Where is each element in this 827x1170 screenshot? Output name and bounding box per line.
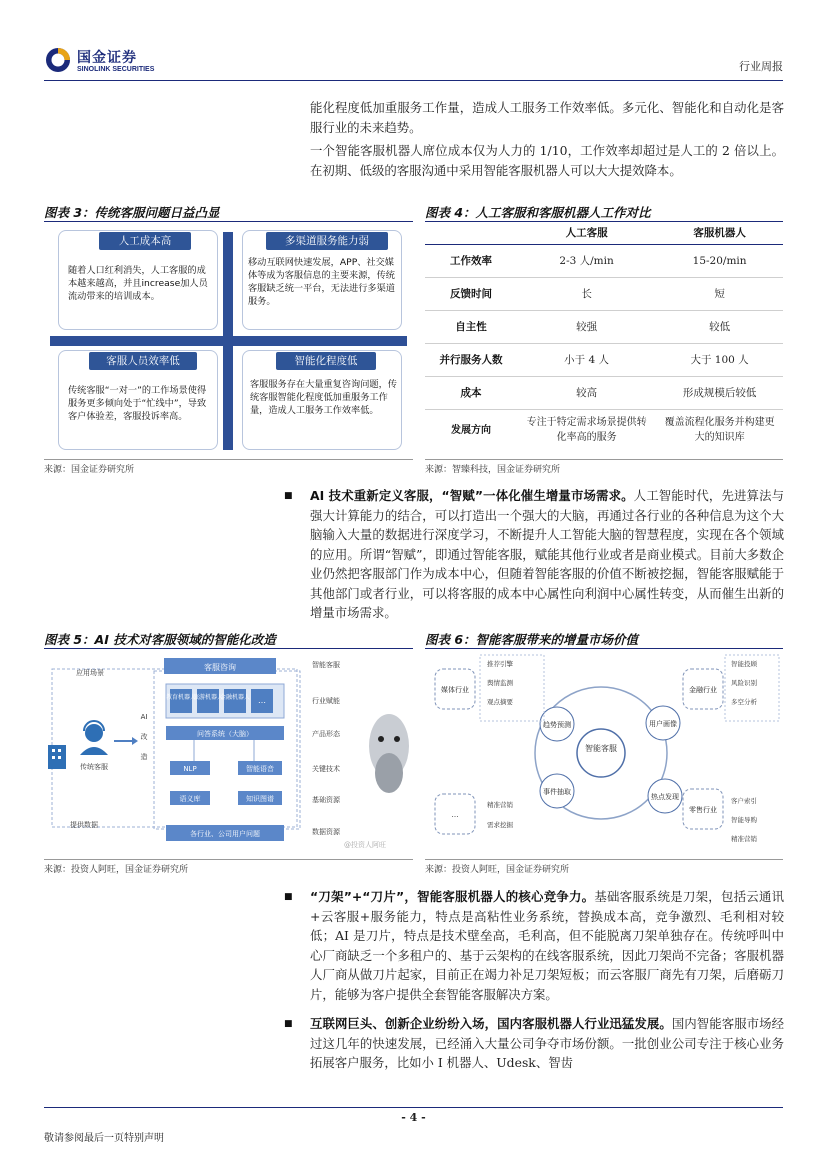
fig5-right-label: 数据资源 bbox=[312, 828, 340, 836]
fig6-node-event bbox=[540, 774, 574, 808]
fig5-source: 来源：投资人阿旺，国金证券研究所 bbox=[44, 859, 413, 873]
fig5-right-label: 行业赋能 bbox=[312, 697, 340, 705]
paragraph-knife-lead: “刀架”+“刀片”，智能客服机器人的核心竞争力。 bbox=[310, 889, 595, 904]
fig6-retail-item: 客户索引 bbox=[731, 797, 757, 805]
footer-divider bbox=[44, 1107, 783, 1108]
fig6-other: … bbox=[451, 811, 459, 819]
fig5-right-label: 基础资源 bbox=[312, 796, 340, 804]
building-icon bbox=[48, 745, 66, 769]
fig6-finance-item: 多空分析 bbox=[731, 698, 757, 706]
fig5-ai-label: 造 bbox=[140, 753, 148, 761]
row-header: 成本 bbox=[425, 376, 517, 409]
fig6-title: 图表 6：智能客服带来的增量市场价值 bbox=[425, 627, 783, 649]
fig6-diagram bbox=[425, 651, 783, 856]
quadrant-label-cost: 人工成本高 bbox=[99, 232, 191, 250]
fig5-right-label: 关键技术 bbox=[312, 765, 340, 773]
fig6-media: 媒体行业 bbox=[441, 686, 469, 694]
page-number: - 4 - bbox=[401, 1111, 426, 1124]
svg-text:热点发现: 热点发现 bbox=[651, 793, 679, 801]
fig5-left-label: 传统客服 bbox=[80, 763, 108, 771]
logo-en: SINOLINK SECURITIES bbox=[77, 66, 155, 73]
fig6-finance-item: 智能投顾 bbox=[731, 660, 757, 668]
fig6-other-item: 精准营销 bbox=[487, 801, 513, 809]
fig6-source: 来源：投资人阿旺，国金证券研究所 bbox=[425, 859, 783, 873]
quadrant-text-channel: 移动互联网快速发展，APP、社交媒体等成为客服信息的主要来源，传统客服缺乏统一平台，无法进行多渠道服务。 bbox=[248, 257, 395, 307]
paragraph-knife bbox=[310, 887, 784, 1004]
quadrant-text-intelligence: 客服服务存在大量重复咨询问题，传统客服智能化程度低加重服务工作量，造成人工服务工作效率低。 bbox=[250, 379, 397, 416]
intro-paragraph-2: 一个智能客服机器人席位成本仅为人力的 1/10，工作效率却超过是人工的 2 倍以上。在初期、低级的客服沟通中采用智能客服机器人可以大大提效降本。 bbox=[310, 143, 784, 178]
fig6-node-hotspot bbox=[648, 779, 682, 813]
fig5-knowledge: 知识图谱 bbox=[246, 795, 274, 803]
table-row bbox=[425, 376, 783, 409]
fig4-title: 图表 4：人工客服和客服机器人工作对比 bbox=[425, 200, 783, 222]
fig5-corpus: 语义库 bbox=[179, 795, 201, 803]
table-cell: 小于 4 人 bbox=[517, 343, 656, 376]
bullet-icon: ■ bbox=[284, 1019, 293, 1029]
paragraph-ai-text: 人工智能时代，先进算法与强大计算能力的结合，可以打造出一个强大的大脑，再通过各行业的各种信息为这个大脑输入大量的数据进行深度学习，不断提升人工智能大脑的智慧程度，实现在各个领域的应用。所谓“智赋”，即通过智能客服，赋能其他行业或者是商业模式。目前大多数企业仍然把客服部门作为成本中心，但随着智能客服的价值不断被挖掘，智能客服赋能于其他部门或者行业，可以将客服的成本中心属性向利润中心属性转变，从而催生出新的增量市场需求。 bbox=[310, 488, 784, 620]
paragraph-ai-lead: AI 技术重新定义客服，“智赋”一体化催生增量市场需求。 bbox=[310, 488, 634, 503]
table-header-empty bbox=[425, 222, 517, 244]
table-cell: 形成规模后较低 bbox=[656, 376, 783, 409]
disclaimer: 敬请参阅最后一页特别声明 bbox=[44, 1133, 164, 1144]
fig5-nlp: NLP bbox=[183, 765, 197, 773]
table-header-row bbox=[425, 222, 783, 244]
svg-text:事件抽取: 事件抽取 bbox=[543, 788, 571, 796]
logo-cn: 国金证券 bbox=[77, 50, 137, 66]
quadrant-text-cost: 随着人口红利消失，人工客服的成本越来越高，并且increase加人员流动带来的培训成本。 bbox=[68, 265, 208, 302]
table-row bbox=[425, 244, 783, 277]
report-type: 行业周报 bbox=[739, 60, 783, 73]
svg-text:趋势预测: 趋势预测 bbox=[543, 721, 571, 729]
fig6-node-portrait bbox=[646, 706, 680, 740]
fig5-voice: 智能语音 bbox=[246, 765, 274, 773]
row-header: 发展方向 bbox=[451, 424, 491, 436]
fig6-media-item: 推荐引擎 bbox=[487, 660, 513, 668]
table-cell: 长 bbox=[517, 277, 656, 310]
fig6-node-trend bbox=[540, 707, 574, 741]
fig6-finance: 金融行业 bbox=[689, 686, 717, 694]
fig5-right-label: 产品形态 bbox=[312, 730, 340, 738]
table-cell: 15-20/min bbox=[656, 244, 783, 277]
fig5-bottom-box-text: 各行业、公司用户问题 bbox=[190, 830, 260, 838]
sinolink-logo-icon bbox=[44, 46, 72, 74]
table-cell: 短 bbox=[656, 277, 783, 310]
fig5-diagram bbox=[44, 651, 413, 856]
fig5-right-label: 智能客服 bbox=[312, 661, 340, 669]
fig6-retail: 零售行业 bbox=[689, 806, 717, 814]
intro-paragraph-1: 能化程度低加重服务工作量，造成人工服务工作效率低。多元化、智能化和自动化是客服行业的未来趋势。 bbox=[310, 100, 784, 135]
bullet-icon: ■ bbox=[284, 892, 293, 902]
table-cell: 2-3 人/min bbox=[517, 244, 656, 277]
row-header: 工作效率 bbox=[425, 244, 517, 277]
fig6-media-item: 观点摘要 bbox=[487, 698, 513, 706]
quadrant-text-efficiency: 传统客服“一对一”的工作场景使得服务更多倾向处于“忙线中”，导致客户体验差，客服投诉率高。 bbox=[68, 385, 207, 422]
fig3-quadrant-diagram bbox=[44, 226, 413, 456]
fig6-media-item: 舆情监测 bbox=[487, 679, 513, 687]
table-row bbox=[425, 277, 783, 310]
fig5-ai-label: AI bbox=[140, 713, 148, 721]
row-header: 并行服务人数 bbox=[425, 343, 517, 376]
fig6-finance-item: 风险识别 bbox=[731, 679, 757, 687]
header-divider bbox=[44, 80, 783, 81]
table-cell: 较高 bbox=[517, 376, 656, 409]
table-cell: 覆盖流程化服务并构建更大的知识库 bbox=[664, 417, 775, 444]
fig4-comparison-table bbox=[425, 222, 783, 451]
table-cell: 较强 bbox=[517, 310, 656, 343]
paragraph-internet-lead: 互联网巨头、创新企业纷纷入场，国内客服机器人行业迅猛发展。 bbox=[310, 1016, 672, 1031]
fig5-top-box-text: 客服咨询 bbox=[204, 663, 236, 672]
paragraph-knife-text: 基础客服系统是刀架，包括云通讯+云客服+服务能力，特点是高粘性业务系统，替换成本高，竞争激烈、毛利相对较低；AI 是刀片，特点是技术壁垒高，毛利高，但不能脱离刀架单独存在。传统呼叫中心厂商缺乏一个多租户的、基于云架构的在线客服系统，因此刀架尚不完备；客服机器人厂商从做刀片起家，目前正在竭力补足刀架短板；而云客服厂商先有刀架，后磨砺刀片，能够为客户提供全套智能客服解决方案。 bbox=[310, 889, 784, 1002]
fig5-watermark: @投资人阿旺 bbox=[344, 841, 386, 849]
fig6-center-line1: 智能客服 bbox=[585, 744, 617, 753]
fig5-left-label: 提供数据 bbox=[70, 821, 98, 829]
fig5-ai-label: 改 bbox=[140, 733, 148, 741]
fig3-title: 图表 3：传统客服问题日益凸显 bbox=[44, 200, 413, 222]
table-header-human: 人工客服 bbox=[517, 222, 656, 244]
fig5-mid-box-text: 问答系统（大脑） bbox=[197, 730, 253, 738]
fig4-source: 来源：智臻科技，国金证券研究所 bbox=[425, 459, 783, 473]
quadrant-vertical-bar bbox=[223, 232, 233, 450]
robot-label: … bbox=[258, 696, 266, 705]
quadrant-label-efficiency: 客服人员效率低 bbox=[89, 352, 197, 370]
paragraph-ai bbox=[310, 486, 784, 623]
table-header-robot: 客服机器人 bbox=[656, 222, 783, 244]
robot-head-icon bbox=[369, 714, 409, 793]
paragraph-internet bbox=[310, 1014, 784, 1073]
table-cell: 大于 100 人 bbox=[656, 343, 783, 376]
fig5-left-label: 应用场景 bbox=[76, 669, 104, 677]
fig5-title: 图表 5：AI 技术对客服领域的智能化改造 bbox=[44, 627, 413, 649]
quadrant-label-intelligence: 智能化程度低 bbox=[276, 352, 376, 370]
quadrant-label-channel: 多渠道服务能力弱 bbox=[266, 232, 388, 250]
row-header: 自主性 bbox=[425, 310, 517, 343]
fig3-source: 来源：国金证券研究所 bbox=[44, 459, 413, 473]
table-cell: 专注于特定需求场景提供转化率高的服务 bbox=[526, 417, 647, 444]
fig6-retail-item: 智能导购 bbox=[731, 816, 757, 824]
fig6-other-item: 需求挖掘 bbox=[487, 821, 513, 829]
table-row bbox=[425, 310, 783, 343]
bullet-icon: ■ bbox=[284, 491, 293, 501]
robot-label: 金融机器人 bbox=[219, 694, 251, 701]
table-row bbox=[425, 409, 783, 451]
sinolink-logo bbox=[44, 44, 162, 78]
table-cell: 较低 bbox=[656, 310, 783, 343]
fig6-retail-item: 精准营销 bbox=[731, 835, 757, 843]
robot-label: 旅游机器人 bbox=[192, 694, 224, 701]
robot-label: 教育机器人 bbox=[165, 694, 197, 701]
svg-text:用户画像: 用户画像 bbox=[649, 720, 677, 728]
headset-agent-icon bbox=[80, 721, 108, 755]
paragraph-internet-text: 国内智能客服市场经过这几年的快速发展，已经涌入大量公司争夺市场份额。一批创业公司专注于核心业务拓展客户服务，比如小 I 机器人、Udesk、智齿 bbox=[310, 1016, 785, 1070]
row-header: 反馈时间 bbox=[425, 277, 517, 310]
table-row bbox=[425, 343, 783, 376]
